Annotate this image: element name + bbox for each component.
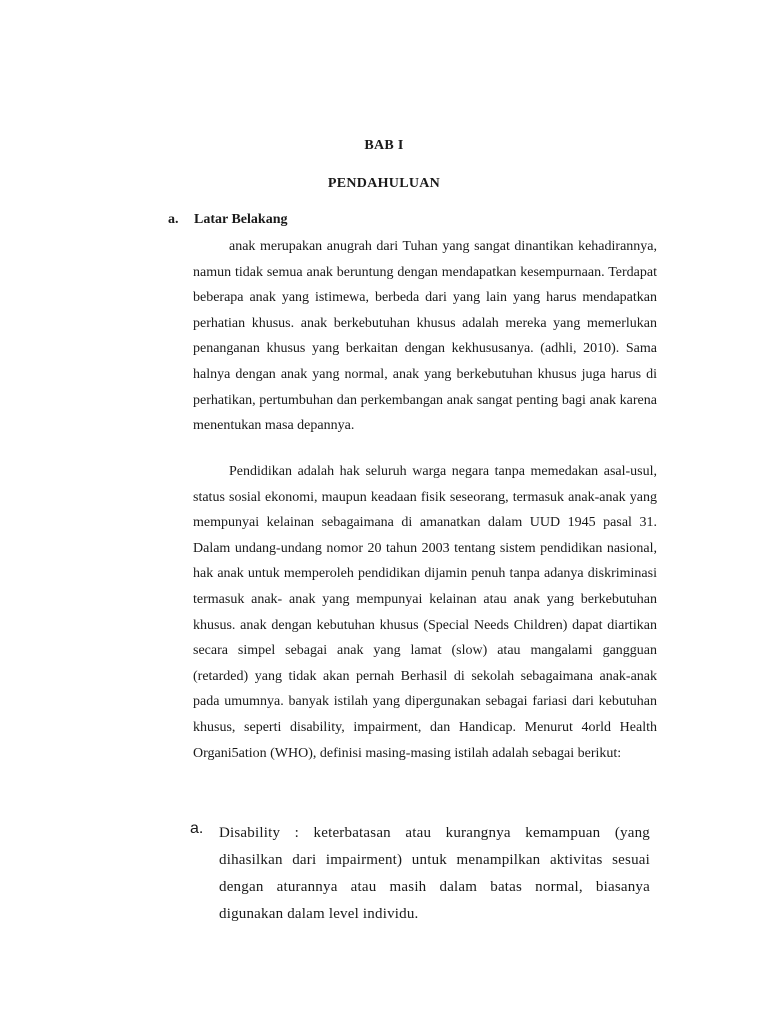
list-marker: a. — [190, 820, 204, 837]
paragraph-2: Pendidikan adalah hak seluruh warga negara tanpa memedakan asal-usul, status sosial ekonomi, maupun keadaan fisik seseorang, termasuk anak-anak yang mempunyai kelainan sebagaimana di amanatkan dalam UUD 1945 pasal 31. Dalam undang-undang nomor 20 tahun 2003 tentang sistem pendidikan nasional, hak anak untuk memperoleh pendidikan dijamin penuh tanpa adanya diskriminasi termasuk anak- anak yang mempunyai kelainan atau anak yang berkebutuhan khusus. anak dengan kebutuhan khusus (Special Needs Children) dapat diartikan secara simpel sebagai anak yang lamat (slow) atau mangalami gangguan (retarded) yang tidak akan pernah Berhasil di sekolah sebagaimana anak-anak pada umumnya. banyak istilah yang dipergunakan sebagai fariasi dari kebutuhan khusus, seperti disability, impairment, dan Handicap. Menurut 4orld Health Organi5ation (WHO), definisi masing-masing istilah adalah sebagai berikut: — [193, 464, 657, 761]
list-item-disability — [190, 820, 650, 928]
list-item-text: Disability : keterbatasan atau kurangnya kemampuan (yang dihasilkan dari impairment) untuk menampilkan aktivitas sesuai dengan aturannya atau masih dalam batas normal, biasanya digunakan dalam level individu. — [219, 825, 650, 922]
chapter-title: PENDAHULUAN — [327, 176, 441, 191]
paragraph-1: anak merupakan anugrah dari Tuhan yang sangat dinantikan kehadirannya, namun tidak semua anak beruntung dengan mendapatkan kesempurnaan. Terdapat beberapa anak yang istimewa, berbeda dari yang lain yang harus mendapatkan perhatian khusus. anak berkebutuhan khusus adalah mereka yang memerlukan penanganan khusus yang berkaitan dengan kekhususanya. (adhli, 2010). Sama halnya dengan anak yang normal, anak yang berkebutuhan khusus juga harus di perhatikan, pertumbuhan dan perkembangan anak sangat penting bagi anak karena menentukan masa depannya. — [193, 239, 657, 434]
section-letter: a. — [168, 212, 179, 227]
section-heading — [168, 212, 287, 228]
chapter-label: BAB I — [364, 138, 404, 153]
section-title: Latar Belakang — [194, 212, 288, 227]
